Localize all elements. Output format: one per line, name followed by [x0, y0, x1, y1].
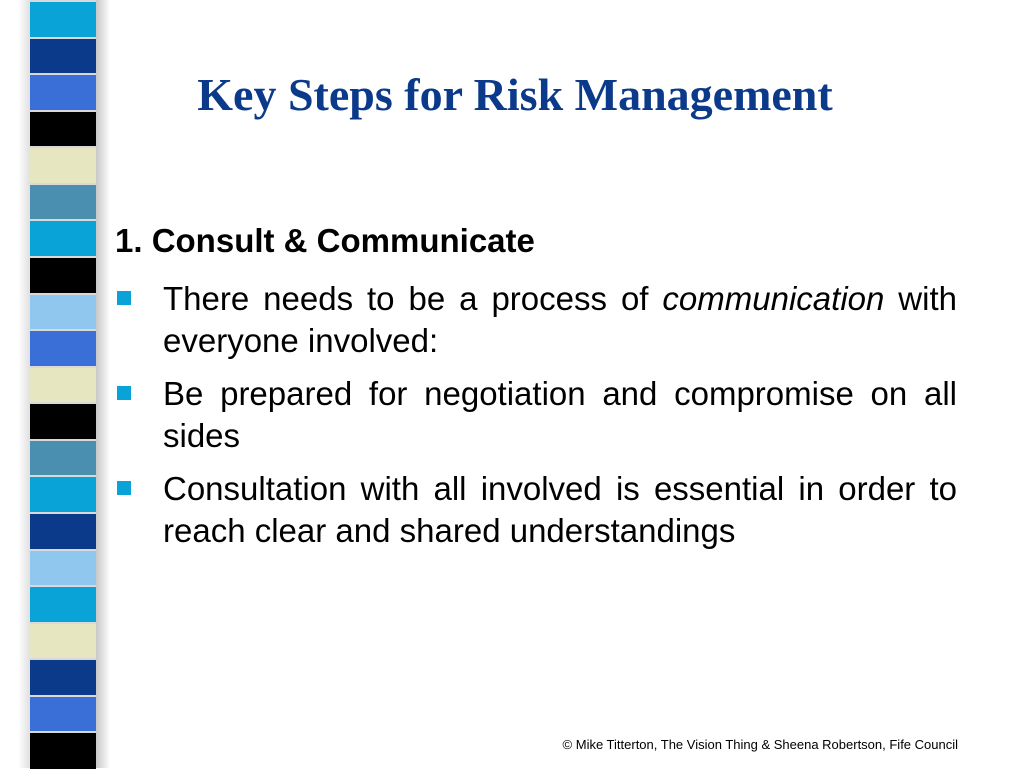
square-bullet-icon	[117, 481, 131, 495]
stripe-segment	[30, 402, 96, 440]
stripe-segment	[30, 256, 96, 294]
stripe-segment	[30, 512, 96, 550]
section-heading: 1. Consult & Communicate	[115, 222, 535, 259]
copyright-footer: © Mike Titterton, The Vision Thing & Sheena Robertson, Fife Council	[562, 737, 958, 752]
bullet-emphasis: communication	[662, 280, 885, 317]
stripe-segment	[30, 219, 96, 257]
stripe-segment	[30, 110, 96, 148]
bullet-item	[115, 278, 957, 362]
stripe-segment	[30, 549, 96, 587]
stripe-segment	[30, 293, 96, 331]
stripe-segment	[30, 731, 96, 769]
stripe-segment	[30, 329, 96, 367]
bullet-text: Be prepared for negotiation and compromise on all sides	[163, 375, 957, 454]
square-bullet-icon	[117, 386, 131, 400]
stripe-segment	[30, 622, 96, 660]
stripe-shadow	[96, 0, 110, 768]
stripe-shadow-left	[18, 0, 30, 768]
square-bullet-icon	[117, 291, 131, 305]
bullet-item	[115, 468, 957, 552]
stripe-segment	[30, 146, 96, 184]
stripe-segment	[30, 0, 96, 38]
bullet-text: Consultation with all involved is essential in order to reach clear and shared understandings	[163, 470, 957, 549]
stripe-segment	[30, 475, 96, 513]
bullet-item	[115, 373, 957, 457]
stripe-segment	[30, 37, 96, 75]
decorative-color-stripe	[30, 0, 96, 768]
stripe-segment	[30, 658, 96, 696]
slide-title: Key Steps for Risk Management	[197, 69, 833, 120]
stripe-segment	[30, 585, 96, 623]
bullet-text-continued: with everyone involved:	[163, 280, 957, 359]
stripe-segment	[30, 695, 96, 733]
stripe-segment	[30, 73, 96, 111]
stripe-segment	[30, 183, 96, 221]
stripe-segment	[30, 439, 96, 477]
bullet-list	[115, 278, 957, 563]
stripe-segment	[30, 366, 96, 404]
bullet-text: There needs to be a process of	[163, 280, 663, 317]
